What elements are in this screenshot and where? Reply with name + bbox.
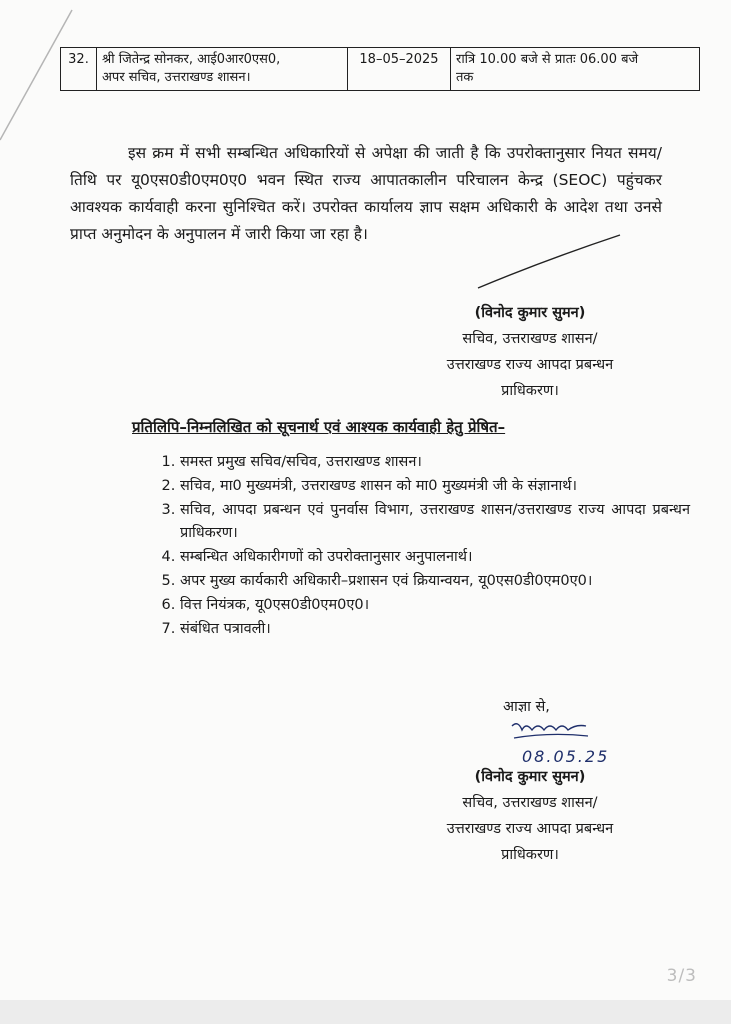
cc-title: प्रतिलिपि–निम्नलिखित को सूचनार्थ एवं आश्यक कार्यवाही हेतु प्रेषित– [132,418,506,436]
signature-block-bottom [395,764,665,868]
serial-cell: 32. [61,48,97,91]
list-item: 5. अपर मुख्य कार्यकारी अधिकारी–प्रशासन एवं क्रियान्वयन, यू0एस0डी0एम0ए0। [180,570,690,593]
list-item: 4. सम्बन्धित अधिकारीगणों को उपरोक्तानुसार अनुपालनार्थ। [180,546,690,569]
signatory-designation-2: उत्तराखण्ड राज्य आपदा प्रबन्धन [446,357,614,373]
date-cell: 18–05–2025 [348,48,451,91]
time-line-1: रात्रि 10.00 बजे से प्रातः 06.00 बजे [456,52,639,67]
signatory-designation-1: सचिव, उत्तराखण्ड शासन/ [462,795,598,811]
officer-name: श्री जितेन्द्र सोनकर, आई0आर0एस0, [102,52,281,67]
handwritten-date: 08.05.25 [522,747,610,766]
signature-stroke [475,232,625,292]
time-line-2: तक [456,70,474,85]
officer-cell [97,48,348,91]
duty-roster-table [60,47,700,91]
signatory-designation-3: प्राधिकरण। [501,847,559,863]
initials-signature [510,718,650,770]
viewer-footer [0,1000,731,1024]
list-item: 7. संबंधित पत्रावली। [180,618,690,641]
signatory-designation-2: उत्तराखण्ड राज्य आपदा प्रबन्धन [446,821,614,837]
table-row [61,48,700,91]
list-item: 6. वित्त नियंत्रक, यू0एस0डी0एम0ए0। [180,594,690,617]
signature-block-top [395,300,665,404]
body-paragraph: इस क्रम में सभी सम्बन्धित अधिकारियों से अपेक्षा की जाती है कि उपरोक्तानुसार नियत समय/तिथि पर यू0एस0डी0एम0ए0 भवन स्थित राज्य आपातकालीन परिचालन केन्द्र (SEOC) पहुंचकर आवश्यक कार्यवाही करना सुनिश्चित करें। उपरोक्त कार्यालय ज्ञाप सक्षम अधिकारी के आदेश तथा उनसे प्राप्त अनुमोदन के अनुपालन में जारी किया जा रहा है। [70,143,662,243]
time-cell [451,48,700,91]
list-item: 3. सचिव, आपदा प्रबन्धन एवं पुनर्वास विभाग, उत्तराखण्ड शासन/उत्तराखण्ड राज्य आपदा प्रबन्धन प्राधिकरण। [180,499,690,545]
signatory-designation-3: प्राधिकरण। [501,383,559,399]
by-order-label: आज्ञा से, [503,699,550,715]
list-item: 2. सचिव, मा0 मुख्यमंत्री, उत्तराखण्ड शासन को मा0 मुख्यमंत्री जी के संज्ञानार्थ। [180,475,690,498]
cc-list [150,451,690,642]
signatory-name: (विनोद कुमार सुमन) [474,769,586,785]
signatory-designation-1: सचिव, उत्तराखण्ड शासन/ [462,331,598,347]
officer-designation: अपर सचिव, उत्तराखण्ड शासन। [102,70,251,85]
page-number: 3/3 [666,966,697,986]
list-item: 1. समस्त प्रमुख सचिव/सचिव, उत्तराखण्ड शासन। [180,451,690,474]
signatory-name: (विनोद कुमार सुमन) [474,305,586,321]
